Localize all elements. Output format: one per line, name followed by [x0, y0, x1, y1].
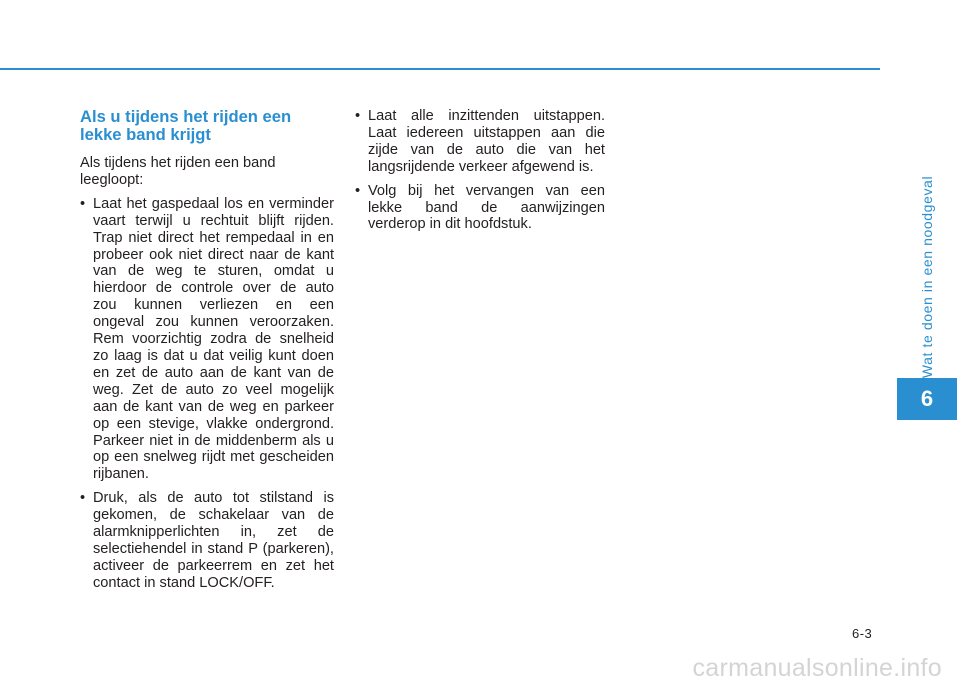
- page-number: 6-3: [852, 626, 873, 641]
- list-item: [355, 183, 605, 234]
- section-heading: Als u tijdens het rijden een lekke band krijgt: [80, 107, 292, 144]
- bullet-icon: •: [355, 108, 361, 124]
- list-item-text: Druk, als de auto tot stilstand is gekomen, de schakelaar van de alarmknipperlichten in, zet de selectiehendel in stand P (parkeren), activeer de parkeerrem en zet het contact in stand LOCK/OFF.: [93, 490, 334, 591]
- intro-paragraph: Als tijdens het rijden een band leegloopt:: [80, 155, 276, 188]
- right-column: [355, 108, 605, 240]
- bullet-icon: •: [355, 182, 361, 199]
- watermark: carmanualsonline.info: [692, 654, 942, 682]
- bullet-icon: •: [80, 490, 86, 507]
- list-item: [355, 108, 605, 176]
- list-item: [80, 490, 334, 591]
- right-bullet-list: [355, 108, 605, 233]
- list-item-text: Volg bij het vervangen van een lekke band de aanwijzingen verderop in dit hoofdstuk.: [368, 182, 605, 233]
- chapter-tab[interactable]: [897, 378, 957, 420]
- chapter-number: 6: [920, 386, 934, 411]
- chapter-side-label: [897, 175, 957, 379]
- list-item-text: Laat het gaspedaal los en verminder vaart terwijl u rechtuit blijft rijden. Trap niet direct het rempedaal in en probeer ook niet direct naar de kant van de weg te sturen, omdat u hierdoor de controle over de auto zou kunnen verliezen en een ongeval zou kunnen veroorzaken. Rem voorzichtig zodra de snelheid zo laag is dat u dat veilig kunt doen en zet de auto aan de kant van de weg. Zet de auto zo veel mogelijk aan de kant van de weg en parkeer op een stevige, vlakke ondergrond. Parkeer niet in de middenberm als u op een snelweg rijdt met gescheiden rijbanen.: [93, 195, 334, 483]
- bullet-icon: •: [80, 195, 86, 212]
- left-column: [80, 108, 334, 599]
- list-item-text: Laat alle inzittenden uitstappen. Laat iedereen uitstappen aan die zijde van de auto die van het langsrijdende verkeer afgewend is.: [368, 108, 605, 175]
- chapter-title: Wat te doen in een noodgeval: [919, 175, 935, 379]
- header-rule: [0, 68, 880, 70]
- list-item: [80, 196, 334, 483]
- left-bullet-list: [80, 196, 334, 592]
